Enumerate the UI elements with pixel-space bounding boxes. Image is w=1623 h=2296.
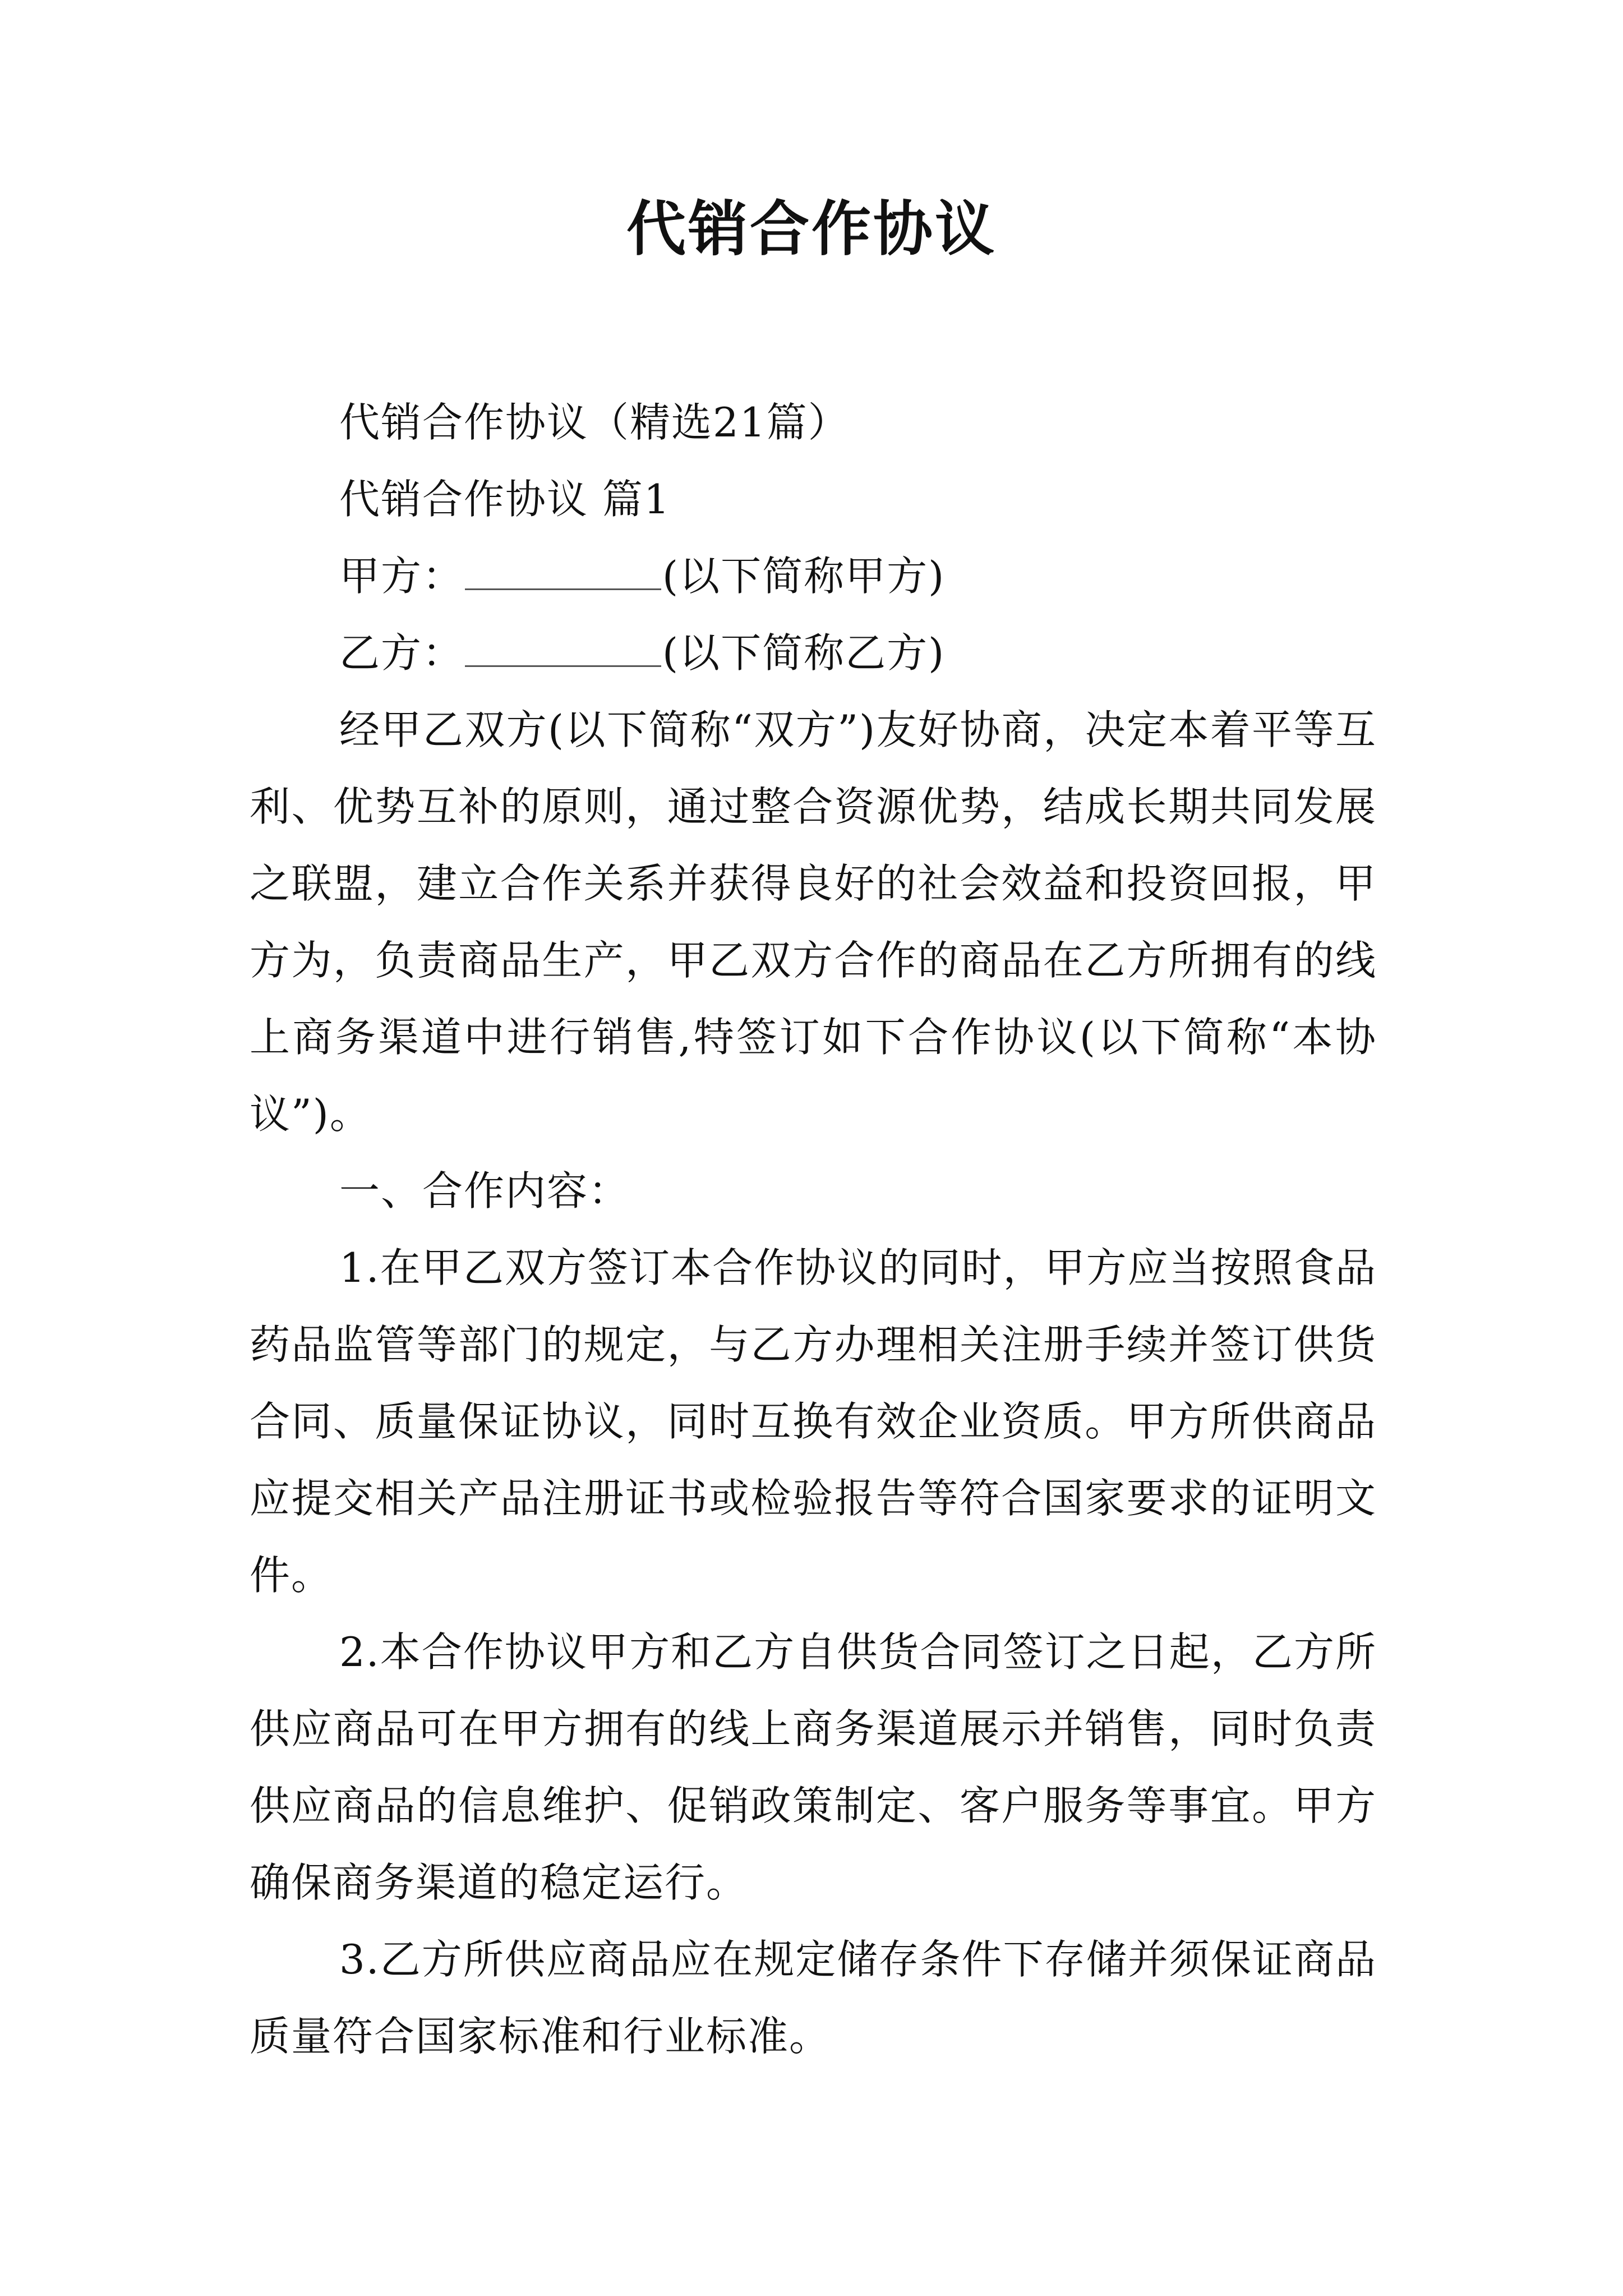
party-b-suffix: (以下简称乙方) — [662, 629, 946, 677]
party-a-blank — [465, 555, 661, 590]
part-heading: 代销合作协议 篇1 — [339, 476, 671, 523]
party-b-label: 乙方： — [339, 629, 464, 677]
clause-1: 1.在甲乙双方签订本合作协议的同时，甲方应当按照食品药品监管等部门的规定，与乙方办理相关注册手续并签订供货合同、质量保证协议，同时互换有效企业资质。甲方所供商品应提交相关产品注册证书或检验报告等符合国家要求的证明文件。 — [250, 1244, 1377, 1599]
document-title: 代销合作协议 — [626, 194, 997, 264]
party-a-suffix: (以下简称甲方) — [662, 553, 946, 600]
clause-3: 3.乙方所供应商品应在规定储存条件下存储并须保证商品质量符合国家标准和行业标准。 — [250, 1936, 1377, 2060]
section-heading: 一、合作内容： — [339, 1167, 630, 1214]
party-b-blank — [465, 632, 661, 667]
subtitle: 代销合作协议（精选21篇） — [339, 399, 850, 446]
party-a-line — [250, 538, 1377, 615]
party-a-label: 甲方： — [339, 553, 464, 600]
party-b-line — [250, 615, 1377, 692]
document-body — [250, 384, 1377, 2075]
clause-2: 2.本合作协议甲方和乙方自供货合同签订之日起，乙方所供应商品可在甲方拥有的线上商务渠道展示并销售，同时负责供应商品的信息维护、促销政策制定、客户服务等事宜。甲方确保商务渠道的稳定运行。 — [250, 1628, 1377, 1906]
intro-paragraph: 经甲乙双方(以下简称“双方”)友好协商，决定本着平等互利、优势互补的原则，通过整合资源优势，结成长期共同发展之联盟，建立合作关系并获得良好的社会效益和投资回报，甲方为，负责商品生产，甲乙双方合作的商品在乙方所拥有的线上商务渠道中进行销售,特签订如下合作协议(以下简称“本协议”)。 — [250, 706, 1377, 1138]
